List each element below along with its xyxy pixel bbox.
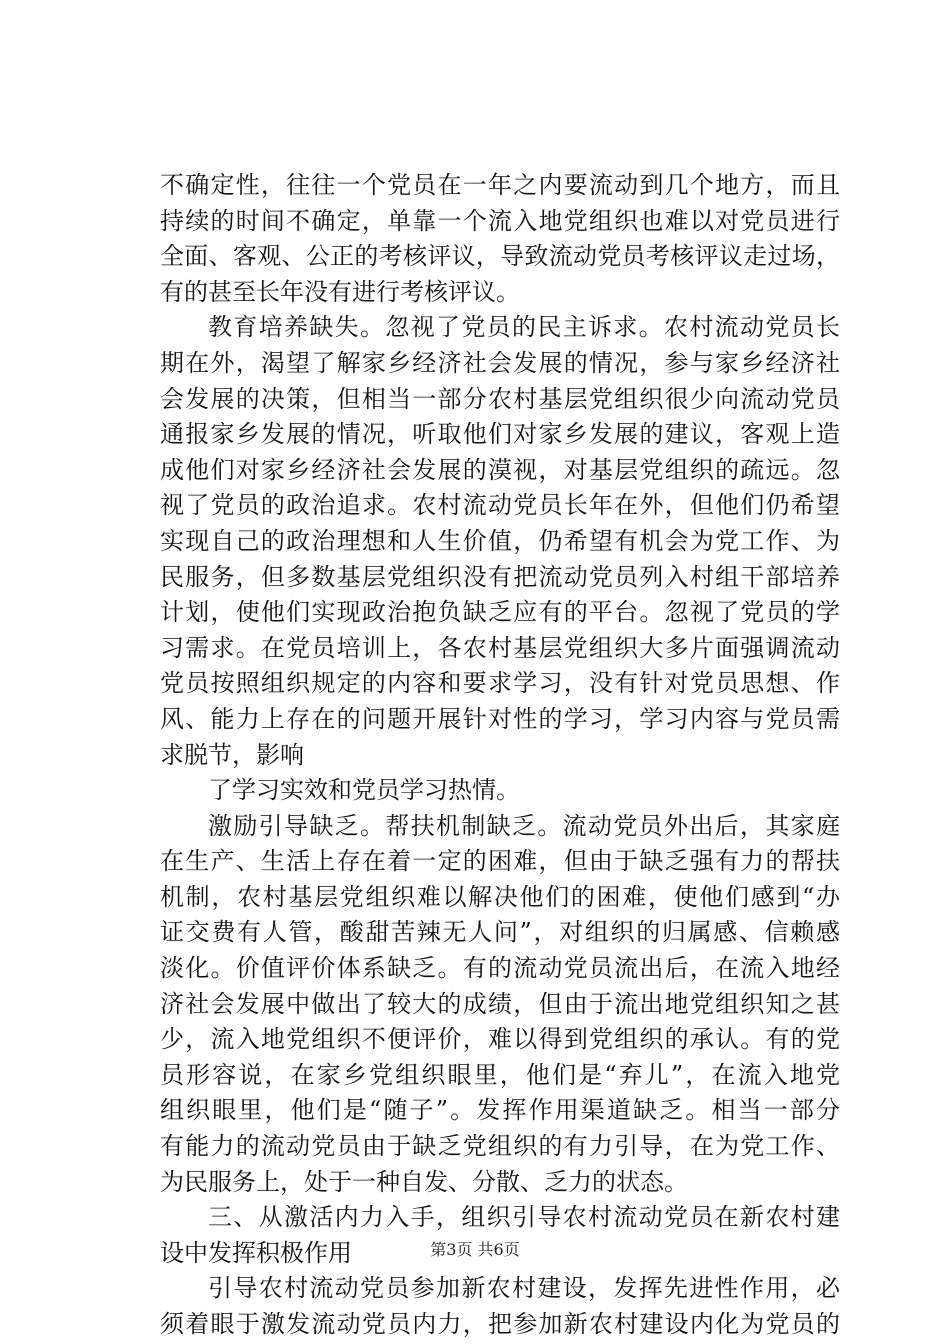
text-line: 期在外，渴望了解家乡经济社会发展的情况，参与家乡经济社 (160, 348, 840, 377)
text-line: 不确定性，往往一个党员在一年之内要流动到几个地方，而且 (160, 171, 840, 199)
text-line: 全面、客观、公正的考核评议，导致流动党员考核评议走过场， (160, 242, 840, 271)
body-text (160, 168, 840, 1343)
text-line: 机制，农村基层党组织难以解决他们的困难，使他们感到“办 (160, 882, 840, 911)
text-line: 员形容说，在家乡党组织眼里，他们是“弃儿”，在流入地党 (160, 1060, 840, 1089)
text-line: 有的甚至长年没有进行考核评议。 (160, 277, 520, 306)
text-line: 须着眼于激发流动党员内力，把参加新农村建设内化为党员的 (160, 1310, 840, 1338)
text-line: 风、能力上存在的问题开展针对性的学习，学习内容与党员需 (160, 704, 840, 733)
text-line: 成他们对家乡经济社会发展的漠视，对基层党组织的疏远。忽 (160, 455, 840, 484)
text-line: 少，流入地党组织不便评价，难以得到党组织的承认。有的党 (160, 1025, 840, 1054)
paragraph-start-line: 引导农村流动党员参加新农村建设，发挥先进性作用，必 (208, 1274, 840, 1303)
text-line: 持续的时间不确定，单靠一个流入地党组织也难以对党员进行 (160, 206, 840, 235)
text-line: 会发展的决策，但相当一部分农村基层党组织很少向流动党员 (160, 384, 840, 413)
text-line: 有能力的流动党员由于缺乏党组织的有力引导，在为党工作、 (160, 1132, 840, 1161)
text-line: 实现自己的政治理想和人生价值，仍希望有机会为党工作、为 (160, 526, 840, 555)
page-number-footer: 第3页 共6页 (430, 1240, 520, 1259)
text-line: 在生产、生活上存在着一定的困难，但由于缺乏强有力的帮扶 (160, 847, 840, 876)
text-line: 组织眼里，他们是“随子”。发挥作用渠道缺乏。相当一部分 (160, 1096, 840, 1125)
text-line: 民服务，但多数基层党组织没有把流动党员列入村组干部培养 (160, 562, 840, 591)
text-line: 习需求。在党员培训上，各农村基层党组织大多片面强调流动 (160, 633, 840, 662)
section-heading-line: 三、从激活内力入手，组织引导农村流动党员在新农村建 (208, 1203, 840, 1232)
paragraph-start-line: 教育培养缺失。忽视了党员的民主诉求。农村流动党员长 (208, 313, 840, 342)
text-line: 为民服务上，处于一种自发、分散、乏力的状态。 (160, 1167, 688, 1196)
text-line: 济社会发展中做出了较大的成绩，但由于流出地党组织知之甚 (160, 989, 840, 1018)
text-line: 淡化。价值评价体系缺乏。有的流动党员流出后，在流入地经 (160, 954, 840, 983)
text-line: 党员按照组织规定的内容和要求学习，没有针对党员思想、作 (160, 669, 840, 698)
text-line: 通报家乡发展的情况，听取他们对家乡发展的建议，客观上造 (160, 420, 840, 449)
section-heading-line: 设中发挥积极作用 (160, 1238, 352, 1267)
text-line: 求脱节，影响 (160, 740, 304, 769)
text-line: 视了党员的政治追求。农村流动党员长年在外，但他们仍希望 (160, 491, 840, 520)
paragraph-start-line: 激励引导缺乏。帮扶机制缺乏。流动党员外出后，其家庭 (208, 811, 840, 840)
text-line: 计划，使他们实现政治抱负缺乏应有的平台。忽视了党员的学 (160, 598, 840, 627)
text-line: 证交费有人管，酸甜苦辣无人问”，对组织的归属感、信赖感 (160, 918, 840, 947)
paragraph-start-line: 了学习实效和党员学习热情。 (208, 776, 520, 805)
